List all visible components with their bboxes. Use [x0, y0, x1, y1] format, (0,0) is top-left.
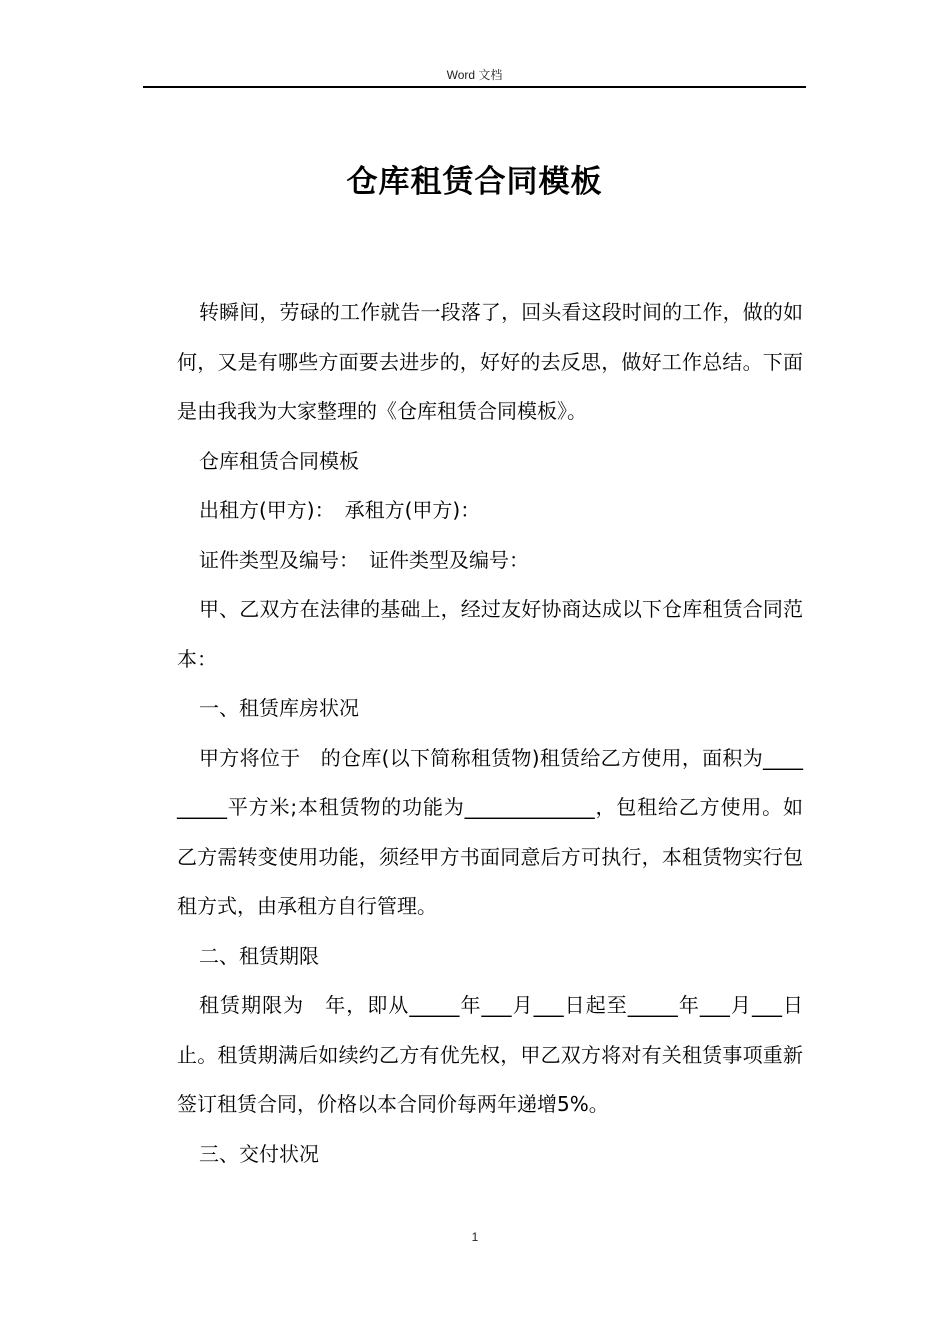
paragraph-id-types: 证件类型及编号： 证件类型及编号：: [199, 547, 529, 572]
section-heading-2: 二、租赁期限: [199, 943, 319, 968]
paragraph-subtitle: 仓库租赁合同模板: [199, 448, 359, 473]
paragraph-parties: 出租方(甲方)： 承租方(甲方)：: [199, 498, 481, 522]
page-header: Word 文档: [446, 68, 503, 82]
section-heading-3: 三、交付状况: [199, 1141, 319, 1166]
document-body: [177, 288, 803, 1179]
page-number: 1: [471, 1230, 479, 1244]
paragraph-agreement: 甲、乙双方在法律的基础上，经过友好协商达成以下仓库租赁合同范本：: [177, 597, 803, 671]
header-divider: [143, 86, 806, 88]
document-title: 仓库租赁合同模板: [346, 164, 603, 200]
paragraph-section-1: 甲方将位于 的仓库(以下简称租赁物)租赁给乙方使用，面积为_________平方米;本租赁物的功能为_____________，包租给乙方使用。如乙方需转变使用功能，须经甲方书面同意后方可执行，本租赁物实行包租方式，由承租方自行管理。: [177, 745, 803, 918]
section-heading-1: 一、租赁库房状况: [199, 696, 359, 720]
paragraph-intro: 转瞬间，劳碌的工作就告一段落了，回头看这段时间的工作，做的如何，又是有哪些方面要去进步的，好好的去反思，做好工作总结。下面是由我我为大家整理的《仓库租赁合同模板》。: [177, 300, 803, 423]
paragraph-section-2: 租赁期限为 年，即从_____年___月___日起至_____年___月___日止。租赁期满后如续约乙方有优先权，甲乙双方将对有关租赁事项重新签订租赁合同，价格以本合同价每两年递增5%。: [177, 993, 803, 1116]
